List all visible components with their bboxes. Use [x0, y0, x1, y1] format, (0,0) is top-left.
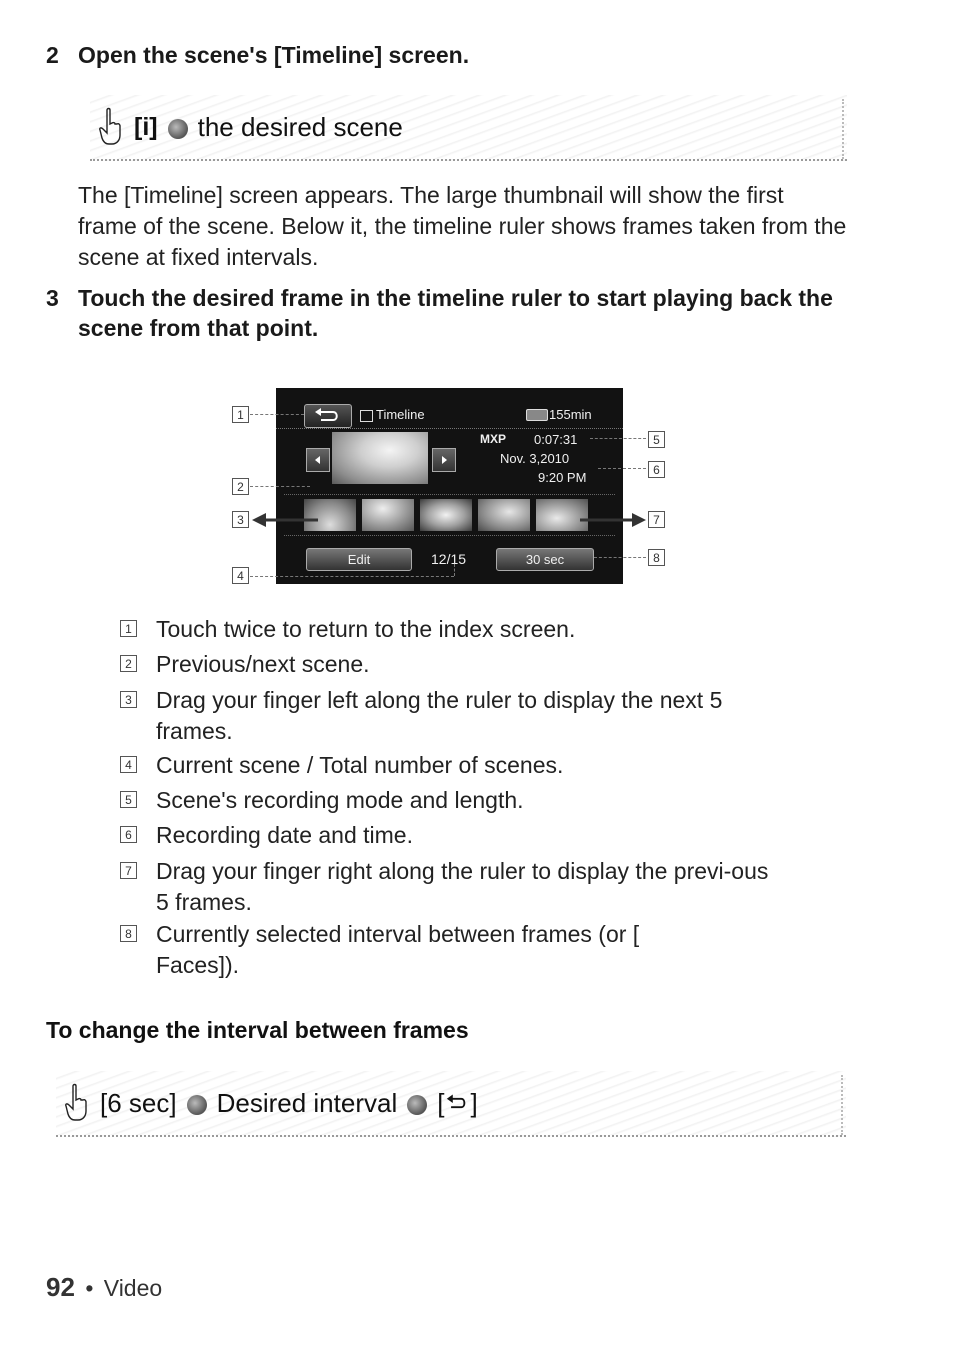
legend-text: Previous/next scene. — [156, 651, 370, 677]
legend-text: Touch twice to return to the index screen. — [156, 616, 576, 642]
callout-8: 8 — [648, 549, 665, 566]
back-arrow-icon — [313, 408, 343, 424]
operation-text: the desired scene — [197, 111, 403, 142]
legend-number: 8 — [120, 925, 137, 942]
next-arrow-icon — [187, 1095, 207, 1115]
header-divider — [276, 428, 623, 429]
battery-remaining: 155min — [549, 407, 592, 422]
legend-text: Current scene / Total number of scenes. — [156, 752, 564, 778]
legend-number: 2 — [120, 655, 137, 672]
legend-text: Recording date and time. — [156, 822, 413, 848]
legend-number: 1 — [120, 620, 137, 637]
legend-text: Drag your finger left along the ruler to display the next 5 frames. — [156, 687, 723, 744]
ruler-frame[interactable] — [362, 499, 414, 531]
info-button-icon: [i] — [134, 112, 158, 141]
callout-4-leader — [250, 576, 454, 577]
previous-scene-button[interactable] — [306, 448, 330, 472]
back-button[interactable] — [304, 404, 352, 428]
chevron-left-icon — [313, 455, 323, 465]
screen-title: Timeline — [376, 407, 425, 422]
legend-item-2 — [120, 649, 820, 680]
legend-item-7 — [120, 856, 820, 918]
touch-hand-icon — [98, 107, 124, 147]
footer-bullet: • — [85, 1275, 94, 1301]
scene-counter: 12/15 — [431, 551, 467, 567]
legend-number: 6 — [120, 826, 137, 843]
legend-item-1 — [120, 614, 820, 645]
callout-2: 2 — [232, 478, 249, 495]
step-title: Open the scene's [Timeline] screen. — [78, 42, 470, 68]
desired-interval-text: Desired interval — [216, 1087, 398, 1118]
step-number: 2 — [46, 42, 59, 68]
interval-option: [6 sec] — [100, 1087, 177, 1118]
recording-time: 9:20 PM — [538, 470, 587, 485]
legend-item-8 — [120, 919, 820, 981]
step-3 — [0, 283, 954, 345]
callout-7: 7 — [648, 511, 665, 528]
operation-bar — [90, 95, 847, 161]
section-subheading: To change the interval between frames — [46, 1017, 469, 1043]
recording-mode: MXP — [480, 432, 507, 446]
ruler-frame[interactable] — [478, 499, 530, 531]
interval-button[interactable] — [496, 548, 594, 571]
scene-thumbnail — [332, 432, 428, 484]
drag-right-arrow-icon — [576, 513, 646, 527]
bracket-close: ] — [470, 1087, 478, 1118]
legend-text: Currently selected interval between frames (or [ Faces]). — [156, 921, 640, 978]
legend-number: 7 — [120, 862, 137, 879]
intro-paragraph: The [Timeline] screen appears. The large thumbnail will show the first frame of the scene. Below it, the timeline ruler shows frames taken from the scene at fixed intervals. — [78, 182, 847, 270]
page-number: 92 — [46, 1272, 75, 1302]
callout-3: 3 — [232, 511, 249, 528]
bar-edge — [842, 99, 847, 159]
callout-6: 6 — [648, 461, 665, 478]
callout-2-leader — [250, 486, 310, 487]
page-footer — [46, 1272, 162, 1303]
recording-date: Nov. 3,2010 — [500, 451, 570, 466]
edit-button[interactable] — [306, 548, 412, 571]
chevron-right-icon — [439, 455, 449, 465]
legend-item-4 — [120, 750, 820, 781]
timeline-ruler[interactable] — [284, 494, 615, 536]
legend-number: 5 — [120, 791, 137, 808]
drag-left-arrow-icon — [252, 513, 322, 527]
section-name: Video — [103, 1275, 163, 1301]
bracket-open: [ — [437, 1087, 445, 1118]
battery-icon — [526, 409, 548, 421]
touch-hand-icon — [64, 1083, 90, 1123]
callout-5-leader — [590, 438, 646, 439]
step-2 — [0, 40, 954, 70]
interval-label: 30 sec — [525, 552, 565, 567]
callout-1: 1 — [232, 406, 249, 423]
operation-bar — [56, 1071, 846, 1137]
next-arrow-icon — [407, 1095, 427, 1115]
scene-length: 0:07:31 — [534, 432, 578, 447]
step-title: Touch the desired frame in the timeline ruler to start playing back the scene from that point. — [78, 285, 833, 341]
callout-8-leader — [594, 557, 646, 558]
back-arrow-icon — [446, 1093, 468, 1113]
bar-edge — [841, 1075, 846, 1135]
callout-4-leader-vertical — [454, 564, 455, 576]
legend-text: Scene's recording mode and length. — [156, 787, 524, 813]
next-arrow-icon — [168, 119, 188, 139]
next-scene-button[interactable] — [432, 448, 456, 472]
legend-number: 4 — [120, 756, 137, 773]
timeline-screen — [276, 388, 623, 584]
legend-item-6 — [120, 820, 820, 851]
callout-5: 5 — [648, 431, 665, 448]
callout-1-leader — [250, 414, 304, 415]
legend-text: Drag your finger right along the ruler to display the previ-ous 5 frames. — [156, 858, 769, 915]
callout-4: 4 — [232, 567, 249, 584]
legend-number: 3 — [120, 691, 137, 708]
ruler-frame[interactable] — [420, 499, 472, 531]
legend-item-5 — [120, 785, 820, 816]
timeline-icon — [360, 410, 373, 422]
legend-item-3 — [120, 685, 820, 747]
edit-label: Edit — [347, 552, 371, 567]
step-number: 3 — [46, 285, 59, 311]
callout-6-leader — [598, 468, 646, 469]
